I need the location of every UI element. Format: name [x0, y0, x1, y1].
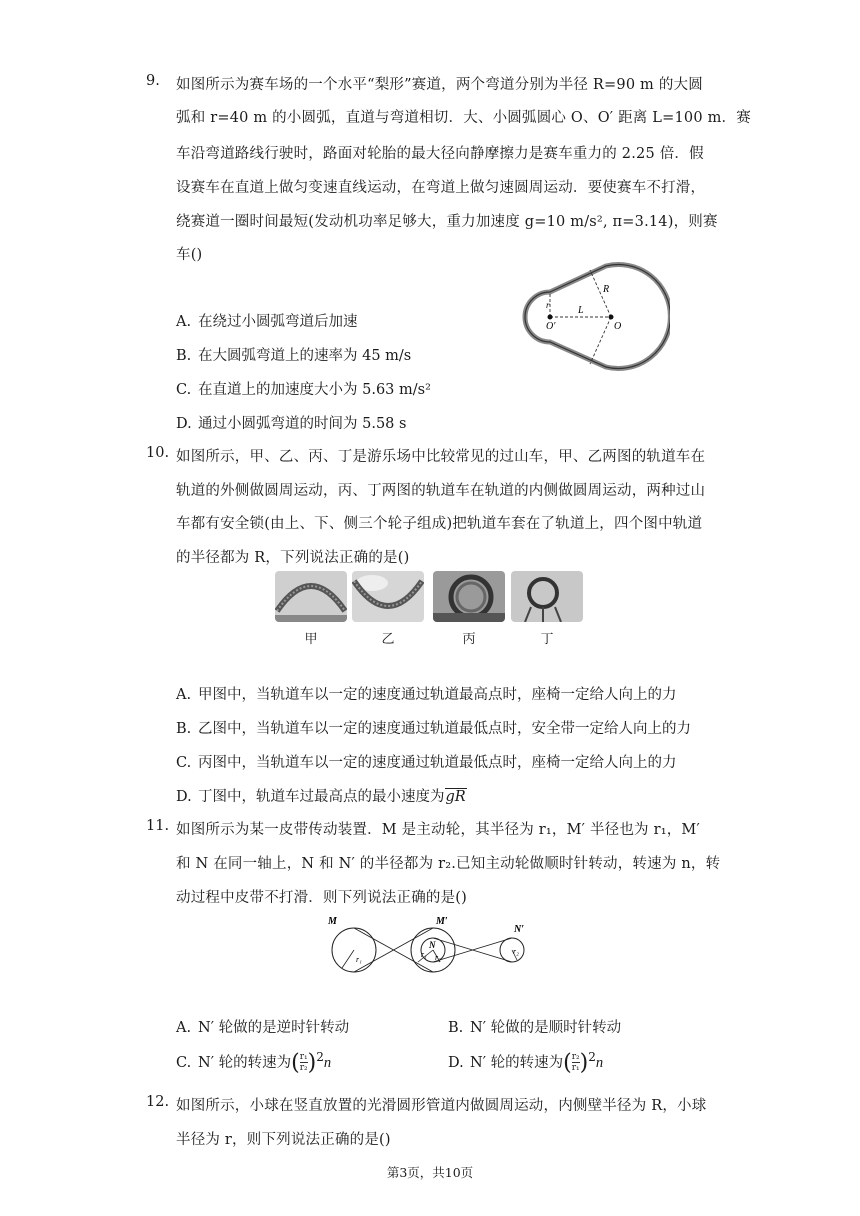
label-r2-N: r₂: [435, 953, 441, 962]
question-text-line: 的半径都为 R，下列说法正确的是(): [176, 550, 410, 566]
label-O: O: [614, 321, 622, 332]
question-text-line: 车沿弯道路线行驶时，路面对轮胎的最大径向静摩擦力是赛车重力的 2.25 倍．假: [176, 146, 704, 162]
label-N: N: [429, 940, 436, 950]
question-text-line: 如图所示，甲、乙、丙、丁是游乐场中比较常见的过山车，甲、乙两图的轨道车在: [176, 449, 706, 465]
label-r2-N-prime: r₂: [513, 947, 519, 956]
question-text-line: 和 N 在同一轴上，N 和 N′ 的半径都为 r₂.已知主动轮做顺时针转动，转速为 n，转: [176, 856, 721, 872]
option-d[interactable]: D. 通过小圆弧弯道的时间为 5.58 s: [176, 416, 407, 432]
label-r1-M-prime: r₁: [421, 950, 427, 959]
pear-track-figure: [520, 258, 670, 374]
caption-bing: 丙: [462, 632, 476, 647]
label-L: L: [578, 305, 584, 316]
coaster-photo-yi: [352, 571, 424, 622]
question-number: 10.: [146, 445, 170, 461]
coaster-photo-bing: [433, 571, 505, 622]
option-b[interactable]: B. 在大圆弧弯道上的速率为 45 m/s: [176, 348, 412, 364]
question-text-line: 如图所示为某一皮带传动装置．M 是主动轮，其半径为 r₁，M′ 半径也为 r₁，M′: [176, 822, 700, 838]
option-c[interactable]: C. 丙图中，当轨道车以一定的速度通过轨道最低点时，座椅一定给人向上的力: [176, 755, 677, 771]
option-d[interactable]: D. N′ 轮的转速为( $\frac{\text{r₂}}{\text{r₁}}$ )$^2$n: [448, 1050, 604, 1076]
page-footer: 第3页，共10页: [386, 1165, 474, 1180]
option-b[interactable]: B. 乙图中，当轨道车以一定的速度通过轨道最低点时，安全带一定给人向上的力: [176, 721, 691, 737]
question-number: 12.: [146, 1094, 170, 1110]
question-text-line: 如图所示为赛车场的一个水平“梨形”赛道，两个弯道分别为半径 R=90 m 的大圆: [176, 77, 703, 93]
coaster-photo-ding: [511, 571, 583, 622]
question-text-line: 半径为 r，则下列说法正确的是(): [176, 1132, 391, 1148]
option-c[interactable]: C. 在直道上的加速度大小为 5.63 m/s²: [176, 382, 431, 398]
option-a[interactable]: A. 在绕过小圆弧弯道后加速: [176, 314, 358, 330]
question-text-line: 动过程中皮带不打滑．则下列说法正确的是(): [176, 890, 468, 906]
caption-jia: 甲: [304, 632, 318, 647]
option-d[interactable]: D. 丁图中，轨道车过最高点的最小速度为gR: [176, 789, 466, 805]
label-R: R: [603, 284, 610, 295]
label-N-prime: N′: [514, 924, 525, 935]
question-text-line: 轨道的外侧做圆周运动，丙、丁两图的轨道车在轨道的内侧做圆周运动，两种过山: [176, 483, 706, 499]
question-text-line: 如图所示，小球在竖直放置的光滑圆形管道内做圆周运动，内侧壁半径为 R，小球: [176, 1098, 707, 1114]
question-number: 11.: [146, 818, 170, 834]
fraction: $\frac{\text{r₂}}{\text{r₁}}$: [571, 1052, 580, 1074]
label-O-prime: O′: [546, 321, 556, 332]
option-c[interactable]: C. N′ 轮的转速为( $\frac{\text{r₁}}{\text{r₂}}$ )$^2$n: [176, 1050, 332, 1076]
question-text-line: 弧和 r=40 m 的小圆弧，直道与弯道相切．大、小圆弧圆心 O、O′ 距离 L=100 m．赛: [176, 110, 751, 126]
option-b[interactable]: B. N′ 轮做的是顺时针转动: [448, 1020, 622, 1036]
option-a[interactable]: A. 甲图中，当轨道车以一定的速度通过轨道最高点时，座椅一定给人向上的力: [176, 687, 677, 703]
label-r1-M: r₁: [356, 955, 362, 964]
sqrt-gR: gR: [445, 789, 466, 805]
question-text-line: 设赛车在直道上做匀变速直线运动，在弯道上做匀速圆周运动．要使赛车不打滑，: [176, 180, 706, 196]
question-text-line: 绕赛道一圈时间最短(发动机功率足够大，重力加速度 g=10 m/s², π=3.14)，则赛: [176, 214, 718, 230]
option-a[interactable]: A. N′ 轮做的是逆时针转动: [176, 1020, 350, 1036]
label-r: r: [546, 300, 550, 310]
caption-ding: 丁: [540, 632, 554, 647]
question-text-line: 车都有安全锁(由上、下、侧三个轮子组成)把轨道车套在了轨道上，四个图中轨道: [176, 516, 703, 532]
belt-drive-figure: [320, 910, 535, 980]
label-M-prime: M′: [436, 916, 448, 927]
label-M: M: [328, 916, 337, 927]
question-number: 9.: [146, 73, 160, 89]
fraction: $\frac{\text{r₁}}{\text{r₂}}$: [299, 1052, 308, 1074]
question-text-line: 车(): [176, 247, 203, 263]
coaster-photo-jia: [275, 571, 347, 622]
caption-yi: 乙: [381, 632, 395, 647]
